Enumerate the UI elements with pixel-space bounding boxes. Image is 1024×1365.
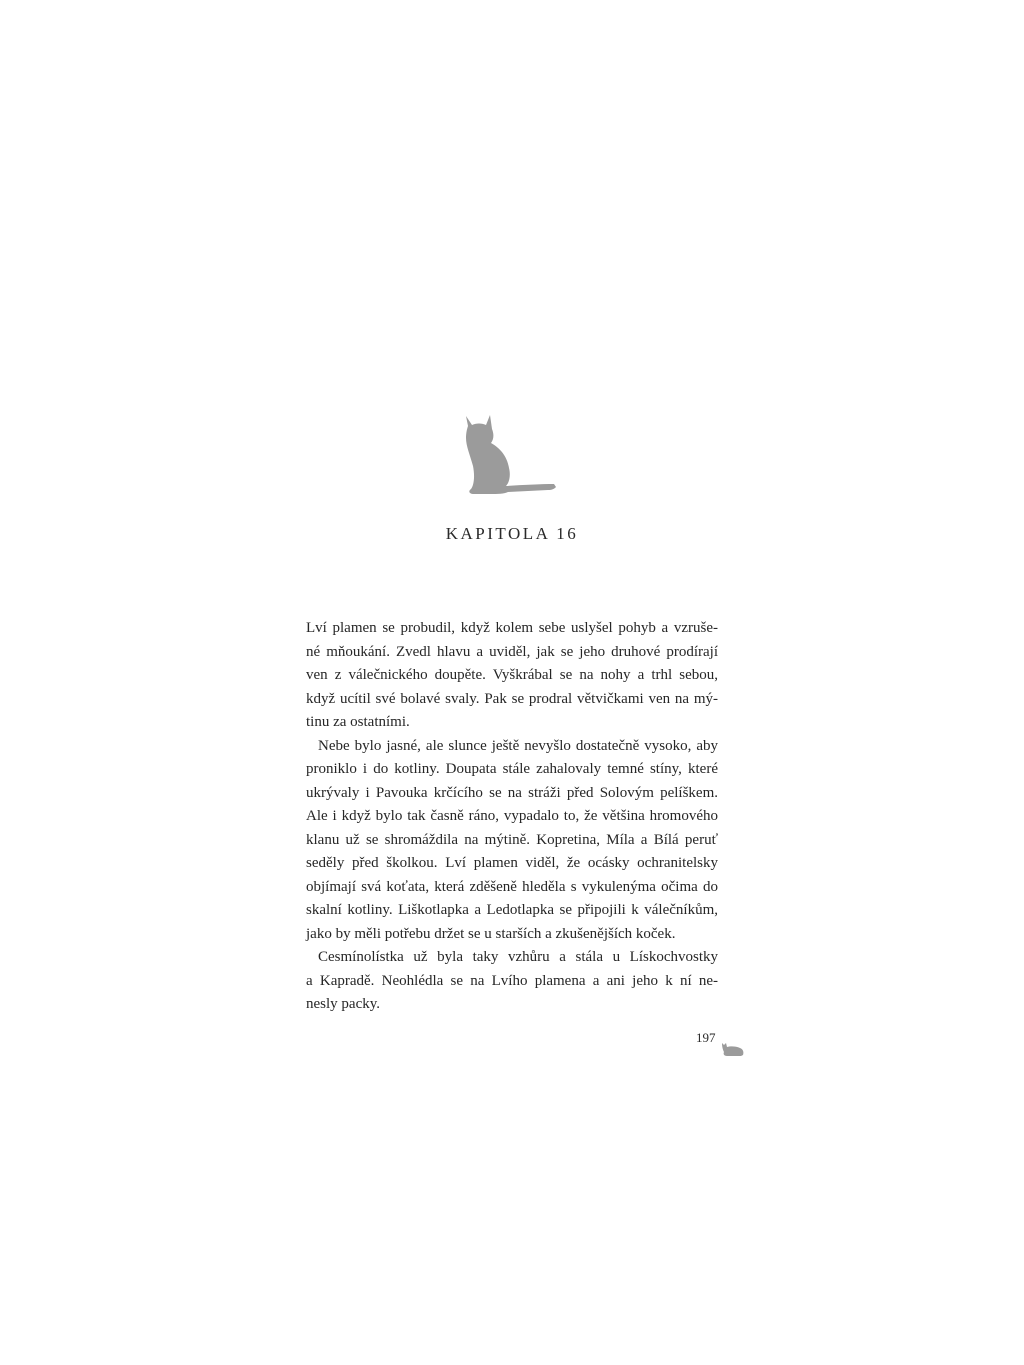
lying-cat-silhouette-icon — [721, 1039, 745, 1057]
text-line: nesly packy. — [306, 996, 381, 1012]
paragraph — [306, 735, 718, 947]
text-line: né mňoukání. Zvedl hlavu a uviděl, jak se jeho druhové prodírají — [306, 643, 718, 660]
paragraph — [306, 946, 718, 1017]
text-line: objímají svá koťata, která zděšeně hleděla s vykulenýma očima do — [306, 878, 718, 895]
text-line: ven z válečnického doupěte. Vyškrábal se na nohy a trhl sebou, — [306, 667, 718, 683]
text-line: klanu už se shromáždila na mýtině. Kopretina, Míla a Bílá peruť — [306, 831, 718, 848]
paragraph — [306, 617, 718, 735]
text-line: Nebe bylo jasné, ale slunce ještě nevyšlo dostatečně vysoko, aby — [318, 737, 718, 754]
chapter-title: KAPITOLA 16 — [445, 524, 579, 543]
text-line: když ucítil své bolavé svaly. Pak se prodral větvičkami ven na mý- — [306, 690, 718, 707]
text-line: jako by měli potřebu držet se u starších a zkušenějších koček. — [306, 925, 676, 942]
page-number: 197 — [696, 1030, 716, 1045]
text-line: proniklo i do kotliny. Doupata stále zahalovaly temné stíny, které — [306, 761, 718, 777]
text-line: Ale i když bylo tak časně ráno, vypadalo to, že většina hromového — [306, 808, 718, 824]
text-line: Lví plamen se probudil, když kolem sebe uslyšel pohyb a vzruše- — [306, 620, 718, 636]
text-line: a Kapradě. Neohlédla se na Lvího plamena a ani jeho k ní ne- — [306, 972, 718, 989]
text-line: tinu za ostatními. — [306, 714, 410, 730]
text-line: ukrývaly i Pavouka krčícího se na stráži před Solovým pelíškem. — [306, 784, 718, 801]
text-line: skalní kotliny. Liškotlapka a Ledotlapka se připojili k válečníkům, — [306, 902, 718, 918]
text-line: seděly před školkou. Lví plamen viděl, že ocásky ochranitelsky — [306, 855, 718, 871]
sitting-cat-silhouette-icon — [460, 412, 558, 496]
text-line: Cesmínolístka už byla taky vzhůru a stála u Lískochvostky — [318, 949, 718, 965]
body-text — [306, 617, 718, 1017]
